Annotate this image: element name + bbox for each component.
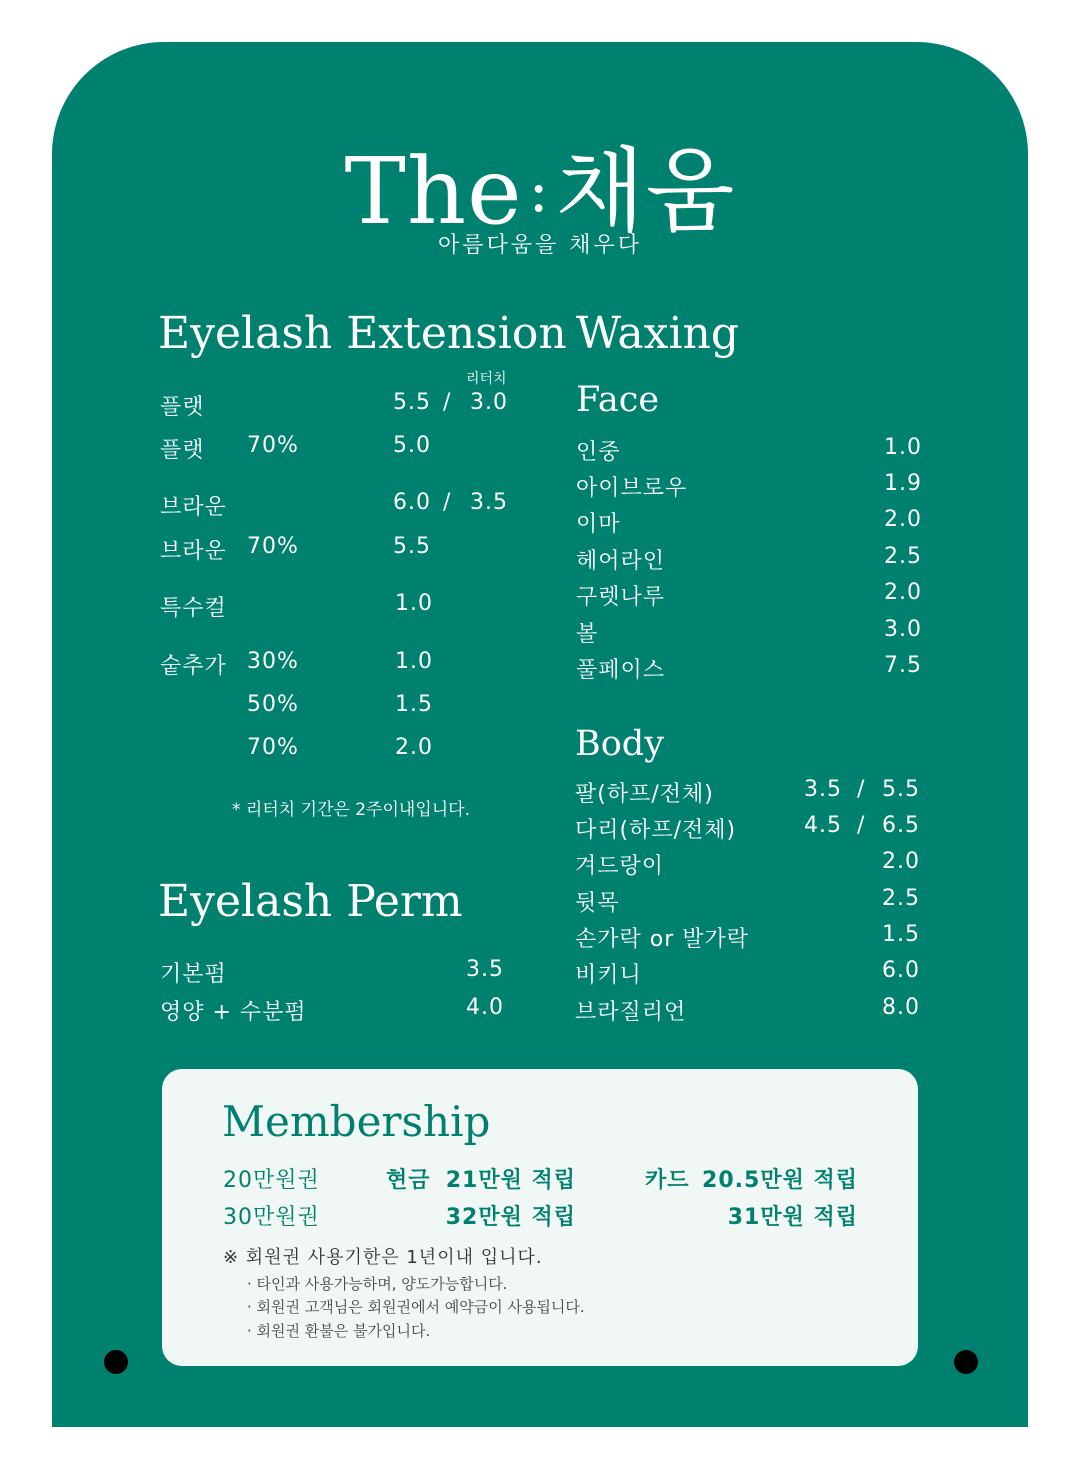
perm-row-price: 3.5: [466, 957, 504, 982]
ext-row-name: 숱추가: [160, 654, 227, 679]
body-row-name: 겨드랑이: [575, 854, 665, 879]
mount-dot-right: [954, 1350, 978, 1374]
membership-cash-label: 현금: [386, 1168, 431, 1193]
ext-row-slash: /: [443, 390, 452, 415]
body-row-name: 다리(하프/전체): [575, 818, 737, 843]
body-row-price: 6.0: [882, 958, 920, 983]
ext-row-name: 브라운: [160, 495, 227, 520]
ext-row-pct: 70%: [247, 735, 299, 760]
membership-cash: 32만원 적립: [445, 1205, 576, 1230]
body-row-slash: /: [857, 777, 866, 802]
ext-row-price: 1.0: [395, 649, 433, 674]
ext-row-pct: 70%: [247, 534, 299, 559]
body-row-name: 브라질리언: [575, 1000, 687, 1025]
body-row-slash: /: [857, 813, 866, 838]
perm-row-price: 4.0: [466, 995, 504, 1020]
face-row-name: 아이브로우: [576, 476, 688, 501]
membership-card-amount: 20.5만원 적립: [702, 1168, 858, 1193]
body-row-price: 5.5: [882, 777, 920, 802]
ext-row-price: 5.0: [393, 433, 431, 458]
face-row-name: 구렛나루: [576, 585, 666, 610]
membership-ticket: 30만원권: [223, 1205, 320, 1230]
face-row-name: 풀페이스: [576, 658, 666, 683]
membership-card-label: 카드: [645, 1168, 690, 1193]
body-row-name: 비키니: [575, 963, 642, 988]
brand-title-right: 채움: [555, 138, 736, 245]
membership-card-amount: 31만원 적립: [727, 1205, 858, 1230]
ext-row-price: 5.5: [393, 390, 431, 415]
body-heading: Body: [575, 724, 664, 764]
body-row-name: 뒷목: [575, 891, 620, 916]
body-row-price: 1.5: [882, 922, 920, 947]
brand-subtitle: 아름다움을 채우다: [437, 233, 642, 258]
ext-row-slash: /: [443, 490, 452, 515]
ext-row-retouch: 3.5: [470, 490, 508, 515]
mount-dot-left: [104, 1350, 128, 1374]
ext-row-retouch: 3.0: [470, 390, 508, 415]
ext-row-price: 2.0: [395, 735, 433, 760]
retouch-note: * 리터치 기간은 2주이내입니다.: [232, 800, 470, 820]
face-row-price: 2.0: [884, 507, 922, 532]
body-row-name: 팔(하프/전체): [575, 782, 714, 807]
membership-bullet: · 회원권 환불은 불가입니다.: [247, 1322, 431, 1340]
ext-row-name: 플랫: [160, 395, 205, 420]
body-row-price: 8.0: [882, 995, 920, 1020]
membership-ticket: 20만원권: [223, 1168, 320, 1193]
ext-row-price: 1.5: [395, 692, 433, 717]
face-row-price: 1.9: [884, 471, 922, 496]
membership-cash: 21만원 적립: [445, 1168, 576, 1193]
ext-row-price: 6.0: [393, 490, 431, 515]
ext-row-name: 플랫: [160, 438, 205, 463]
ext-row-name: 특수컬: [160, 596, 227, 621]
body-row-half: 4.5: [804, 813, 842, 838]
body-row-half: 3.5: [804, 777, 842, 802]
body-row-price: 6.5: [882, 813, 920, 838]
perm-heading: Eyelash Perm: [158, 876, 463, 927]
body-row-price: 2.0: [882, 849, 920, 874]
waxing-heading: Waxing: [576, 308, 740, 359]
ext-row-name: 브라운: [160, 539, 227, 564]
ext-row-pct: 70%: [247, 433, 299, 458]
ext-row-price: 5.5: [393, 534, 431, 559]
retouch-label: 리터치: [466, 371, 507, 387]
membership-bullet: · 회원권 고객님은 회원권에서 예약금이 사용됩니다.: [247, 1298, 585, 1316]
ext-row-pct: 30%: [247, 649, 299, 674]
face-row-price: 3.0: [884, 617, 922, 642]
face-row-name: 볼: [576, 622, 599, 647]
face-row-price: 1.0: [884, 435, 922, 460]
brand-title-left: The: [344, 138, 523, 245]
membership-bullet: · 타인과 사용가능하며, 양도가능합니다.: [247, 1275, 508, 1293]
perm-row-name: 기본펌: [160, 962, 227, 987]
face-heading: Face: [576, 380, 660, 420]
face-row-price: 7.5: [884, 653, 922, 678]
face-row-price: 2.0: [884, 580, 922, 605]
perm-row-name: 영양 + 수분펌: [160, 1000, 307, 1025]
extension-heading: Eyelash Extension: [158, 308, 567, 359]
face-row-name: 이마: [576, 512, 621, 537]
face-row-price: 2.5: [884, 544, 922, 569]
brand-colon: :: [528, 156, 550, 226]
membership-note: ※ 회원권 사용기한은 1년이내 입니다.: [223, 1247, 543, 1268]
ext-row-price: 1.0: [395, 591, 433, 616]
membership-heading: Membership: [222, 1097, 491, 1146]
face-row-name: 헤어라인: [576, 549, 666, 574]
face-row-name: 인중: [576, 440, 621, 465]
ext-row-pct: 50%: [247, 692, 299, 717]
body-row-name: 손가락 or 발가락: [575, 927, 750, 952]
body-row-price: 2.5: [882, 886, 920, 911]
